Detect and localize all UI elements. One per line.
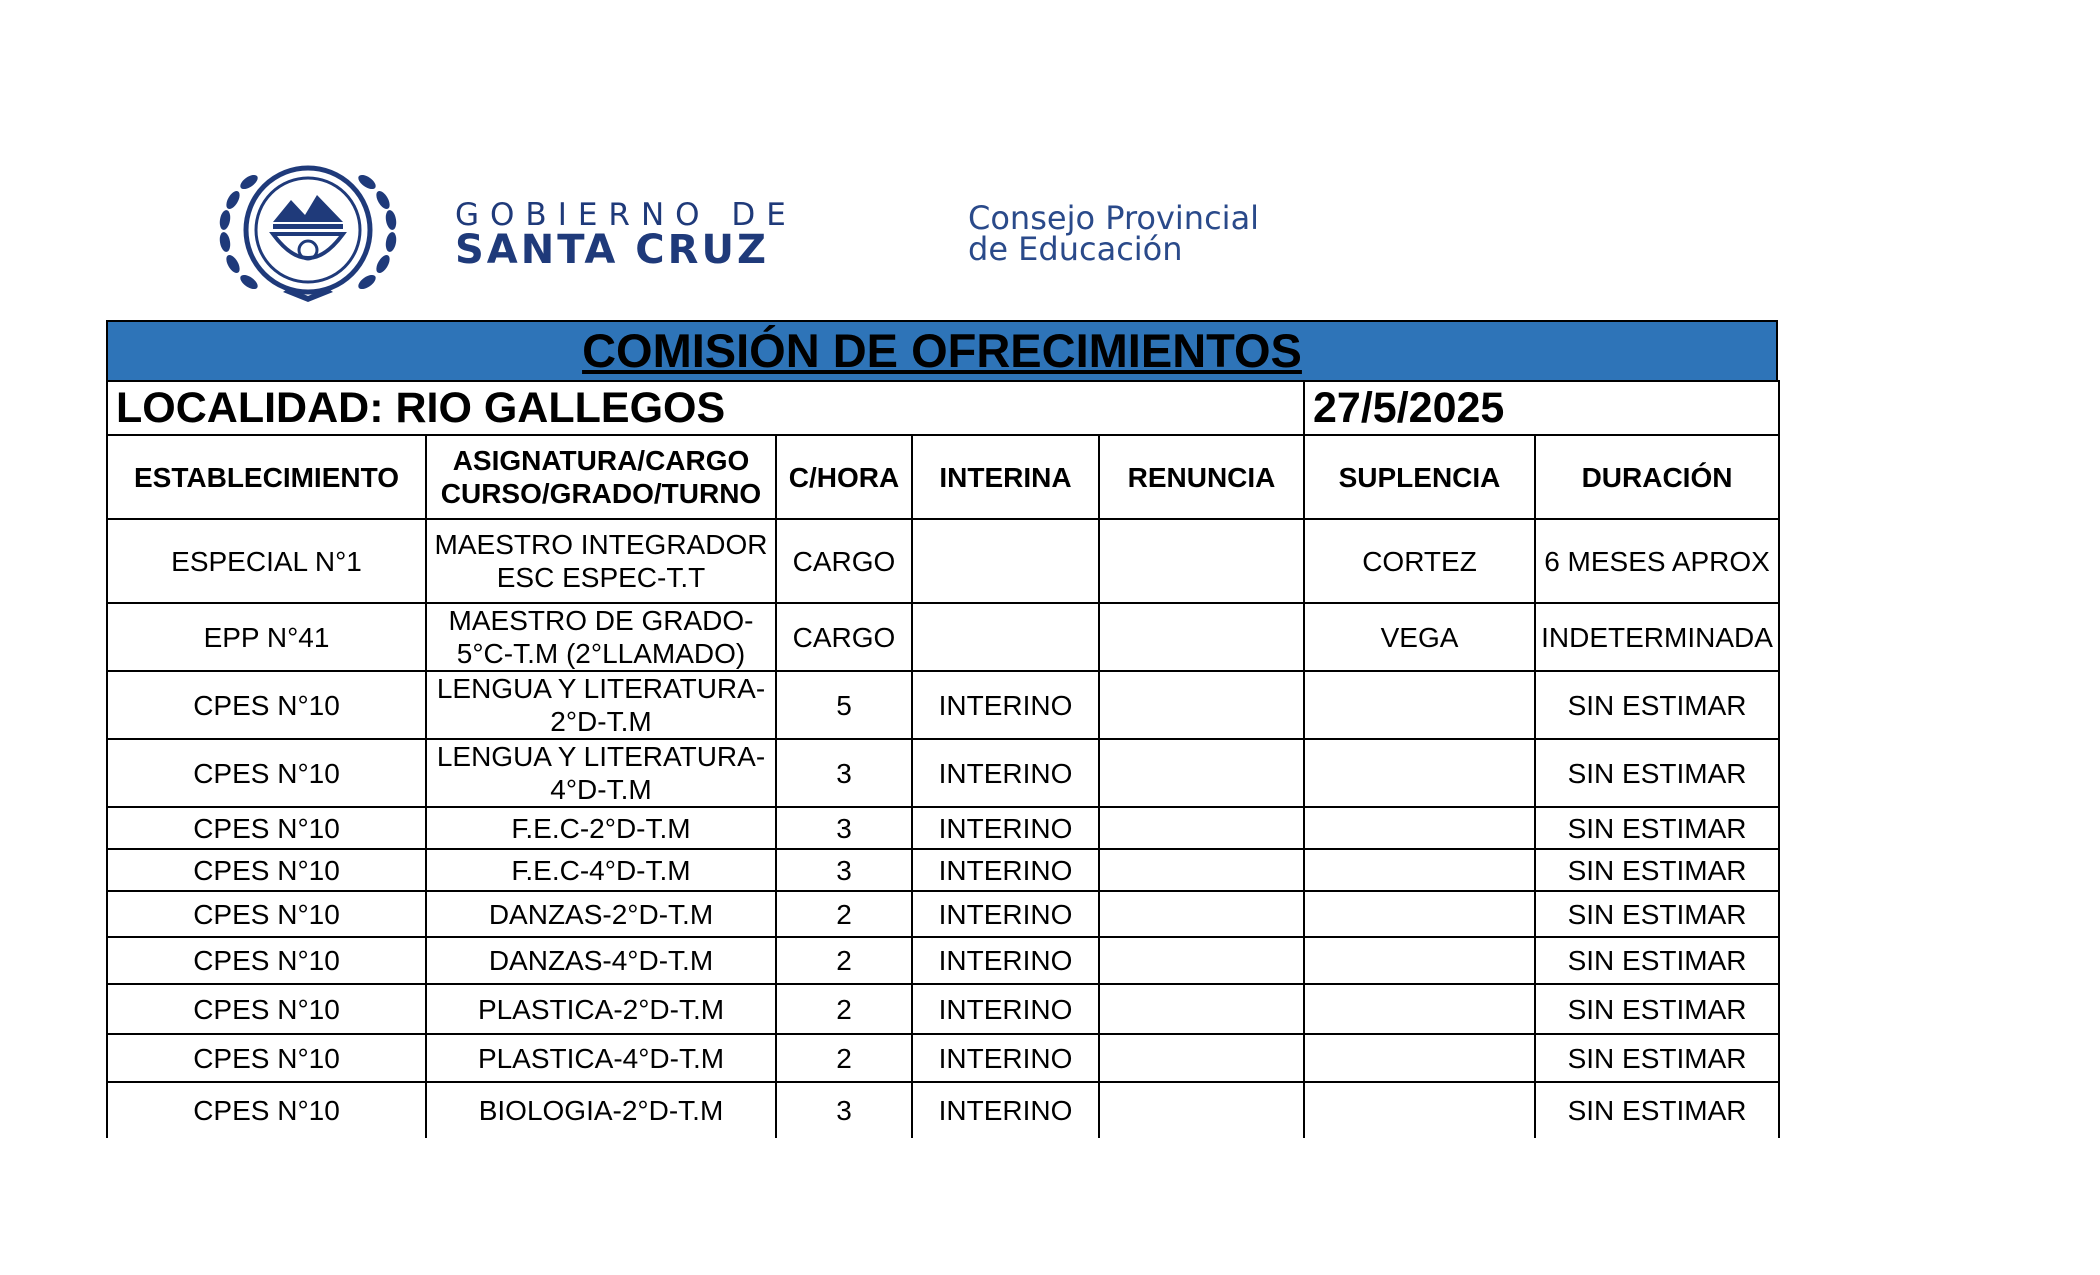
col-duracion: DURACIÓN xyxy=(1535,435,1779,519)
table-row xyxy=(107,603,1779,671)
cell-renuncia xyxy=(1099,984,1304,1034)
cell-suplencia xyxy=(1304,739,1535,807)
cell-renuncia xyxy=(1099,1034,1304,1082)
table-row xyxy=(107,849,1779,891)
cell-asignatura: F.E.C-2°D-T.M xyxy=(426,807,776,849)
table-row xyxy=(107,984,1779,1034)
table-row xyxy=(107,1034,1779,1082)
col-chora: C/HORA xyxy=(776,435,912,519)
cell-asignatura: F.E.C-4°D-T.M xyxy=(426,849,776,891)
locality-cell: LOCALIDAD: RIO GALLEGOS xyxy=(107,381,1304,435)
cell-chora: 3 xyxy=(776,739,912,807)
cell-asignatura: DANZAS-4°D-T.M xyxy=(426,937,776,984)
table-body xyxy=(107,519,1779,1138)
cell-asignatura xyxy=(426,603,776,671)
cell-renuncia xyxy=(1099,937,1304,984)
cell-duracion: SIN ESTIMAR xyxy=(1535,891,1779,937)
cell-asignatura xyxy=(426,671,776,739)
cell-asignatura: PLASTICA-4°D-T.M xyxy=(426,1034,776,1082)
col-renuncia: RENUNCIA xyxy=(1099,435,1304,519)
cell-duracion: SIN ESTIMAR xyxy=(1535,984,1779,1034)
cell-interina: INTERINO xyxy=(912,937,1099,984)
cell-asignatura-line1: MAESTRO DE GRADO- xyxy=(448,605,754,636)
cell-asignatura: DANZAS-2°D-T.M xyxy=(426,891,776,937)
cell-interina xyxy=(912,519,1099,603)
cell-chora: 3 xyxy=(776,1082,912,1138)
consejo-provincial-logo xyxy=(968,199,1260,268)
cell-suplencia: VEGA xyxy=(1304,603,1535,671)
table-row xyxy=(107,519,1779,603)
col-interina: INTERINA xyxy=(912,435,1099,519)
cell-renuncia xyxy=(1099,739,1304,807)
cell-asignatura-line1: LENGUA Y LITERATURA- xyxy=(436,673,766,704)
cell-suplencia xyxy=(1304,891,1535,937)
cell-establecimiento: CPES N°10 xyxy=(107,937,426,984)
page-title: COMISIÓN DE OFRECIMIENTOS xyxy=(582,324,1302,377)
offers-table xyxy=(106,380,1780,1138)
cell-establecimiento: ESPECIAL N°1 xyxy=(107,519,426,603)
cell-chora: 2 xyxy=(776,1034,912,1082)
cell-asignatura-line2: ESC ESPEC-T.T xyxy=(496,562,706,593)
cell-interina: INTERINO xyxy=(912,891,1099,937)
cell-duracion: SIN ESTIMAR xyxy=(1535,807,1779,849)
cell-establecimiento: EPP N°41 xyxy=(107,603,426,671)
cell-suplencia xyxy=(1304,984,1535,1034)
cell-suplencia xyxy=(1304,937,1535,984)
cell-suplencia xyxy=(1304,807,1535,849)
cell-asignatura: PLASTICA-2°D-T.M xyxy=(426,984,776,1034)
cell-renuncia xyxy=(1099,891,1304,937)
gov-line1: GOBIERNO DE xyxy=(455,197,797,233)
cell-duracion: SIN ESTIMAR xyxy=(1535,1082,1779,1138)
cell-duracion: SIN ESTIMAR xyxy=(1535,739,1779,807)
cell-interina: INTERINO xyxy=(912,739,1099,807)
cell-establecimiento: CPES N°10 xyxy=(107,849,426,891)
cell-chora: 3 xyxy=(776,849,912,891)
cell-asignatura-line1: LENGUA Y LITERATURA- xyxy=(436,741,766,772)
cell-establecimiento: CPES N°10 xyxy=(107,1034,426,1082)
cell-establecimiento: CPES N°10 xyxy=(107,807,426,849)
cell-renuncia xyxy=(1099,849,1304,891)
cell-interina: INTERINO xyxy=(912,1034,1099,1082)
cell-asignatura xyxy=(426,519,776,603)
table-row xyxy=(107,671,1779,739)
header-row xyxy=(107,435,1779,519)
cell-duracion: SIN ESTIMAR xyxy=(1535,671,1779,739)
cell-renuncia xyxy=(1099,519,1304,603)
offers-sheet xyxy=(106,320,1778,1138)
cell-interina: INTERINO xyxy=(912,671,1099,739)
cell-duracion: SIN ESTIMAR xyxy=(1535,1034,1779,1082)
cell-interina xyxy=(912,603,1099,671)
cell-suplencia xyxy=(1304,1034,1535,1082)
cell-duracion: SIN ESTIMAR xyxy=(1535,849,1779,891)
cell-chora: 2 xyxy=(776,937,912,984)
cell-chora: 5 xyxy=(776,671,912,739)
cell-suplencia: CORTEZ xyxy=(1304,519,1535,603)
cell-establecimiento: CPES N°10 xyxy=(107,891,426,937)
col-asignatura-line2: CURSO/GRADO/TURNO xyxy=(440,478,762,509)
cell-renuncia xyxy=(1099,671,1304,739)
cell-interina: INTERINO xyxy=(912,984,1099,1034)
cell-asignatura-line2: 4°D-T.M xyxy=(550,774,652,805)
cell-interina: INTERINO xyxy=(912,807,1099,849)
cell-renuncia xyxy=(1099,1082,1304,1138)
cell-asignatura xyxy=(426,739,776,807)
locality-row xyxy=(107,381,1779,435)
cell-interina: INTERINO xyxy=(912,849,1099,891)
table-row xyxy=(107,1082,1779,1138)
table-row xyxy=(107,937,1779,984)
cell-chora: CARGO xyxy=(776,603,912,671)
cell-duracion: 6 MESES APROX xyxy=(1535,519,1779,603)
cell-chora: 2 xyxy=(776,891,912,937)
cell-chora: 3 xyxy=(776,807,912,849)
table-row xyxy=(107,891,1779,937)
cell-asignatura-line2: 2°D-T.M xyxy=(550,706,652,737)
title-banner xyxy=(106,320,1778,380)
gov-line2: SANTA CRUZ xyxy=(455,227,769,273)
cell-interina: INTERINO xyxy=(912,1082,1099,1138)
cell-establecimiento: CPES N°10 xyxy=(107,671,426,739)
cell-suplencia xyxy=(1304,671,1535,739)
cell-establecimiento: CPES N°10 xyxy=(107,739,426,807)
table-row xyxy=(107,739,1779,807)
col-asignatura xyxy=(426,435,776,519)
cell-renuncia xyxy=(1099,603,1304,671)
cell-establecimiento: CPES N°10 xyxy=(107,1082,426,1138)
cell-suplencia xyxy=(1304,849,1535,891)
col-asignatura-line1: ASIGNATURA/CARGO xyxy=(452,445,750,476)
cell-suplencia xyxy=(1304,1082,1535,1138)
cell-chora: 2 xyxy=(776,984,912,1034)
santa-cruz-seal-logo xyxy=(213,160,403,306)
cell-asignatura: BIOLOGIA-2°D-T.M xyxy=(426,1082,776,1138)
col-suplencia: SUPLENCIA xyxy=(1304,435,1535,519)
table-row xyxy=(107,807,1779,849)
col-establecimiento: ESTABLECIMIENTO xyxy=(107,435,426,519)
council-line1: Consejo Provincial xyxy=(968,199,1260,237)
cell-duracion: SIN ESTIMAR xyxy=(1535,937,1779,984)
date-cell: 27/5/2025 xyxy=(1304,381,1779,435)
gobierno-santa-cruz-logo xyxy=(455,197,797,273)
cell-renuncia xyxy=(1099,807,1304,849)
council-line2: de Educación xyxy=(968,230,1183,268)
cell-asignatura-line2: 5°C-T.M (2°LLAMADO) xyxy=(456,638,746,669)
cell-chora: CARGO xyxy=(776,519,912,603)
cell-asignatura-line1: MAESTRO INTEGRADOR xyxy=(434,529,768,560)
cell-establecimiento: CPES N°10 xyxy=(107,984,426,1034)
cell-duracion: INDETERMINADA xyxy=(1535,603,1779,671)
